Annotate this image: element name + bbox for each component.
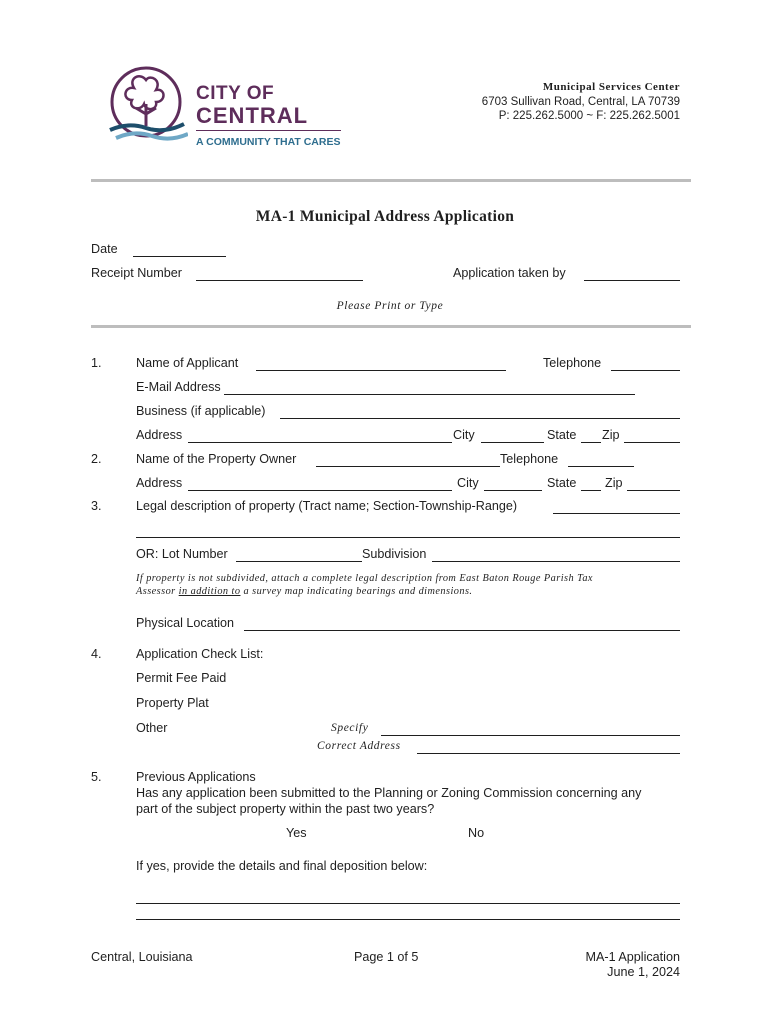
office-name: Municipal Services Center	[542, 81, 680, 93]
taken-by-field[interactable]	[584, 280, 680, 281]
business-label: Business (if applicable)	[136, 404, 266, 418]
logo-line-2: CENTRAL	[196, 103, 309, 128]
logo-line-1: CITY OF	[196, 83, 275, 104]
office-address: 6703 Sullivan Road, Central, LA 70739	[481, 96, 680, 108]
section-3-number: 3.	[91, 499, 102, 513]
legal-note-pre: Assessor	[136, 586, 179, 597]
instruction-text: Please Print or Type	[336, 300, 444, 312]
details-field-line-2[interactable]	[136, 919, 680, 920]
instruction-rule	[91, 325, 691, 328]
no-option[interactable]: No	[468, 826, 485, 840]
legal-note-line-2	[136, 584, 472, 599]
other-item[interactable]: Other	[136, 721, 168, 735]
previous-heading: Previous Applications	[136, 770, 256, 784]
legal-label: Legal description of property (Tract name; Section-Township-Range)	[136, 499, 518, 513]
correct-address-label: Correct Address	[317, 740, 401, 752]
s2-address-field[interactable]	[188, 490, 452, 491]
city-logo	[108, 64, 348, 154]
specify-field[interactable]	[381, 735, 680, 736]
office-phone: P: 225.262.5000 ~ F: 225.262.5001	[498, 110, 680, 122]
specify-label: Specify	[331, 722, 369, 734]
footer-page-number: Page 1 of 5	[354, 950, 419, 964]
details-field-line-1[interactable]	[136, 903, 680, 904]
s2-telephone-label: Telephone	[500, 452, 559, 466]
s2-telephone-field[interactable]	[568, 466, 634, 467]
previous-question-line-2: part of the subject property within the past two years?	[136, 802, 435, 816]
legal-note-post: a survey map indicating bearings and dimensions.	[240, 586, 473, 597]
property-plat-item[interactable]: Property Plat	[136, 696, 209, 710]
subdivision-label: Subdivision	[362, 547, 427, 561]
s1-telephone-field[interactable]	[611, 370, 680, 371]
subdivision-field[interactable]	[432, 561, 680, 562]
receipt-label: Receipt Number	[91, 266, 182, 280]
s1-state-field[interactable]	[581, 442, 601, 443]
footer-form-date: June 1, 2024	[607, 965, 680, 979]
s2-state-label: State	[547, 476, 577, 490]
s1-city-field[interactable]	[481, 442, 544, 443]
s1-state-label: State	[547, 428, 577, 442]
email-label: E-Mail Address	[136, 380, 221, 394]
s2-address-label: Address	[136, 476, 183, 490]
s1-telephone-label: Telephone	[543, 356, 602, 370]
checklist-label: Application Check List:	[136, 647, 264, 661]
section-4-number: 4.	[91, 647, 102, 661]
owner-label: Name of the Property Owner	[136, 452, 297, 466]
form-title: MA-1 Municipal Address Application	[255, 208, 515, 225]
footer-form-name: MA-1 Application	[585, 950, 680, 964]
logo-tagline: A COMMUNITY THAT CARES	[196, 136, 341, 148]
owner-field[interactable]	[316, 466, 500, 467]
footer-form-info	[480, 950, 680, 980]
section-5-number: 5.	[91, 770, 102, 784]
email-field[interactable]	[224, 394, 635, 395]
legal-note-underlined: in addition to	[178, 586, 241, 597]
yes-option[interactable]: Yes	[286, 826, 307, 840]
legal-field[interactable]	[553, 513, 680, 514]
s2-zip-field[interactable]	[627, 490, 680, 491]
footer-location: Central, Louisiana	[91, 950, 193, 964]
lot-label: OR: Lot Number	[136, 547, 228, 561]
permit-fee-item[interactable]: Permit Fee Paid	[136, 671, 227, 685]
physical-label: Physical Location	[136, 616, 235, 630]
receipt-field[interactable]	[196, 280, 363, 281]
office-info	[420, 80, 680, 123]
s1-zip-field[interactable]	[624, 442, 680, 443]
s1-city-label: City	[453, 428, 475, 442]
taken-by-label: Application taken by	[453, 266, 566, 280]
logo-emblem-icon	[108, 64, 188, 146]
s2-zip-label: Zip	[605, 476, 623, 490]
previous-question-line-1: Has any application been submitted to the Planning or Zoning Commission concerning any	[136, 786, 642, 800]
physical-field[interactable]	[244, 630, 680, 631]
correct-address-field[interactable]	[417, 753, 680, 754]
s1-address-label: Address	[136, 428, 183, 442]
lot-field[interactable]	[236, 561, 362, 562]
details-label: If yes, provide the details and final deposition below:	[136, 859, 428, 873]
legal-note-line-1: If property is not subdivided, attach a complete legal description from East Baton Rouge Parish Tax	[136, 573, 593, 584]
applicant-label: Name of Applicant	[136, 356, 239, 370]
date-label: Date	[91, 242, 118, 256]
s2-state-field[interactable]	[581, 490, 601, 491]
date-field[interactable]	[133, 256, 226, 257]
legal-field-line-2[interactable]	[136, 537, 680, 538]
s2-city-field[interactable]	[484, 490, 542, 491]
business-field[interactable]	[280, 418, 680, 419]
applicant-field[interactable]	[256, 370, 506, 371]
section-2-number: 2.	[91, 452, 102, 466]
logo-divider	[196, 130, 341, 131]
s1-zip-label: Zip	[602, 428, 620, 442]
s1-address-field[interactable]	[188, 442, 452, 443]
section-1-number: 1.	[91, 356, 102, 370]
header-rule	[91, 179, 691, 182]
s2-city-label: City	[457, 476, 479, 490]
